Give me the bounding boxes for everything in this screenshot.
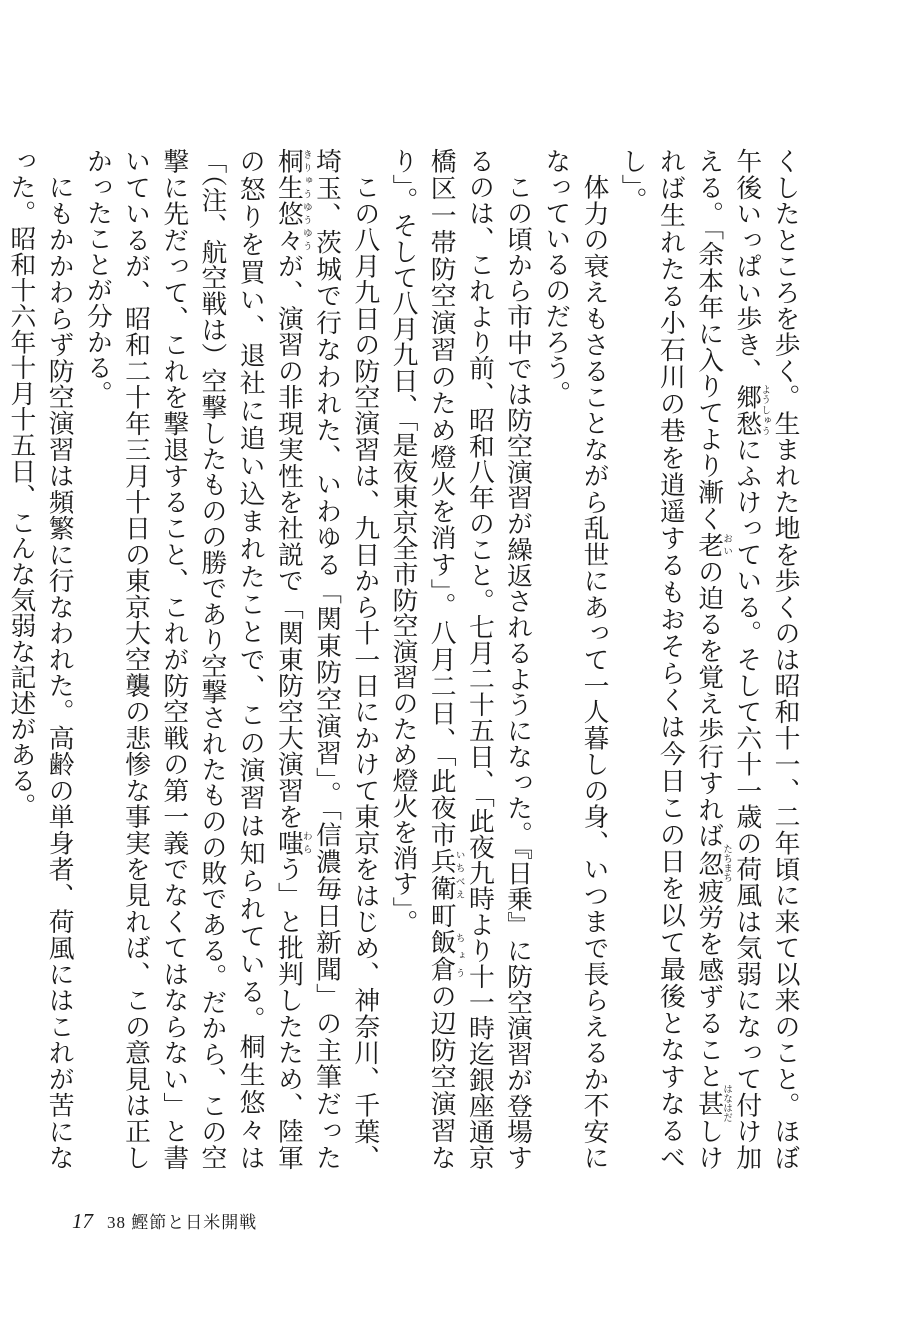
ruby-word [426, 848, 465, 903]
page-number: 17 [72, 1209, 93, 1233]
ruby-base: 飯倉 [426, 929, 457, 983]
text-run: の迫るを覚え歩行すれば [693, 558, 724, 849]
ruby-base: 嗤 [273, 829, 304, 856]
ruby-reading: おい [721, 531, 733, 558]
text-run: 体力の衰えもさることながら乱世にあって一人暮しの身、いつまで長らえるか不安になっているのだろう。 [540, 148, 609, 1170]
text-run: う」と批判したため、陸軍の怒りを買い、退社に追い込まれたことで、この演習は知られている。桐生悠々は「（注、航空戦は）空撃したものの勝であり空撃されたものの敗である。だから、この空撃に先だって、これを撃退すること、これが防空戦の第一義でなくてはならない」と書いているが、昭和二十年三月十日の東京大空襲の悲惨な事実を見れば、この意見は正しかったことが分かる。 [82, 148, 304, 1170]
text-run: が、演習の非現実性を社説で「関東防空大演習を [273, 252, 304, 830]
text-run: 疲労を感ずること [693, 876, 724, 1090]
text-run: しければ生れたる小石川の巷を逍遥するもおそらくは今日この日を以て最後となすなるべし」。 [617, 148, 724, 1171]
ruby-base: 兵衛 [426, 848, 457, 903]
paragraph [2, 148, 78, 1170]
ruby-base: 郷愁 [731, 383, 762, 437]
text-run: の辺防空演習なり」。そして八月九日、「是夜東京全市防空演習のため燈火を消す」。 [387, 148, 457, 1170]
page-footer [72, 1208, 257, 1234]
ruby-word [426, 929, 465, 983]
ruby-reading: ちょう [453, 929, 465, 982]
paragraph [78, 148, 384, 1170]
ruby-base: 老 [693, 531, 724, 559]
paragraph [537, 148, 613, 1170]
ruby-word [273, 829, 312, 856]
text-run: 町 [426, 902, 457, 930]
ruby-reading: ようしゅう [759, 383, 771, 436]
ruby-reading: いちべえ [453, 848, 465, 902]
text-run: にふけっている。そして六十一歳の荷風は気弱になって付け加える。「余本年に入りてより漸く [693, 148, 762, 1170]
ruby-reading: きりゅうゆうゆう [300, 148, 312, 253]
text-run: にもかかわらず防空演習は頻繁に行なわれた。高齢の単身者、荷風にはこれが苦になった。昭和十六年十月十五日、こんな気弱な記述がある。 [5, 148, 75, 1170]
ruby-reading: わら [300, 829, 312, 856]
ruby-word [731, 383, 771, 437]
ruby-base: 甚 [693, 1084, 724, 1123]
text-run: この頃から市中では防空演習が繰返されるようになった。『日乗』に防空演習が登場するのは、これより前、昭和八年のこと。七月二十五日、「此夜九時より十一時迄銀座通京橋区一帯防空演習のため燈火を消す」。八月二日、「此夜市 [426, 148, 533, 1170]
ruby-base: 忽 [693, 843, 724, 882]
ruby-word [693, 531, 733, 559]
paragraph [613, 148, 804, 1170]
ruby-reading: はなはだ [721, 1084, 733, 1123]
ruby-word [693, 843, 733, 882]
body-text [5, 148, 804, 1171]
text-run: この八月九日の防空演習は、九日から十一日にかけて東京をはじめ、神奈川、千葉、埼玉、茨城で行なわれた、いわゆる「関東防空演習」。「信濃毎日新聞」の主筆だった [311, 148, 380, 1170]
ruby-base: 桐生悠々 [273, 148, 304, 253]
ruby-word [273, 148, 312, 253]
paragraph [384, 148, 537, 1170]
ruby-word [693, 1084, 733, 1123]
running-head: 38 鰹節と日米開戦 [107, 1213, 258, 1232]
ruby-reading: たちまち [721, 843, 733, 882]
text-run: くしたところを歩く。生まれた地を歩くのは昭和十一、二年頃に来て以来のこと。ほぼ午後いっぱい歩き、 [731, 148, 800, 1170]
